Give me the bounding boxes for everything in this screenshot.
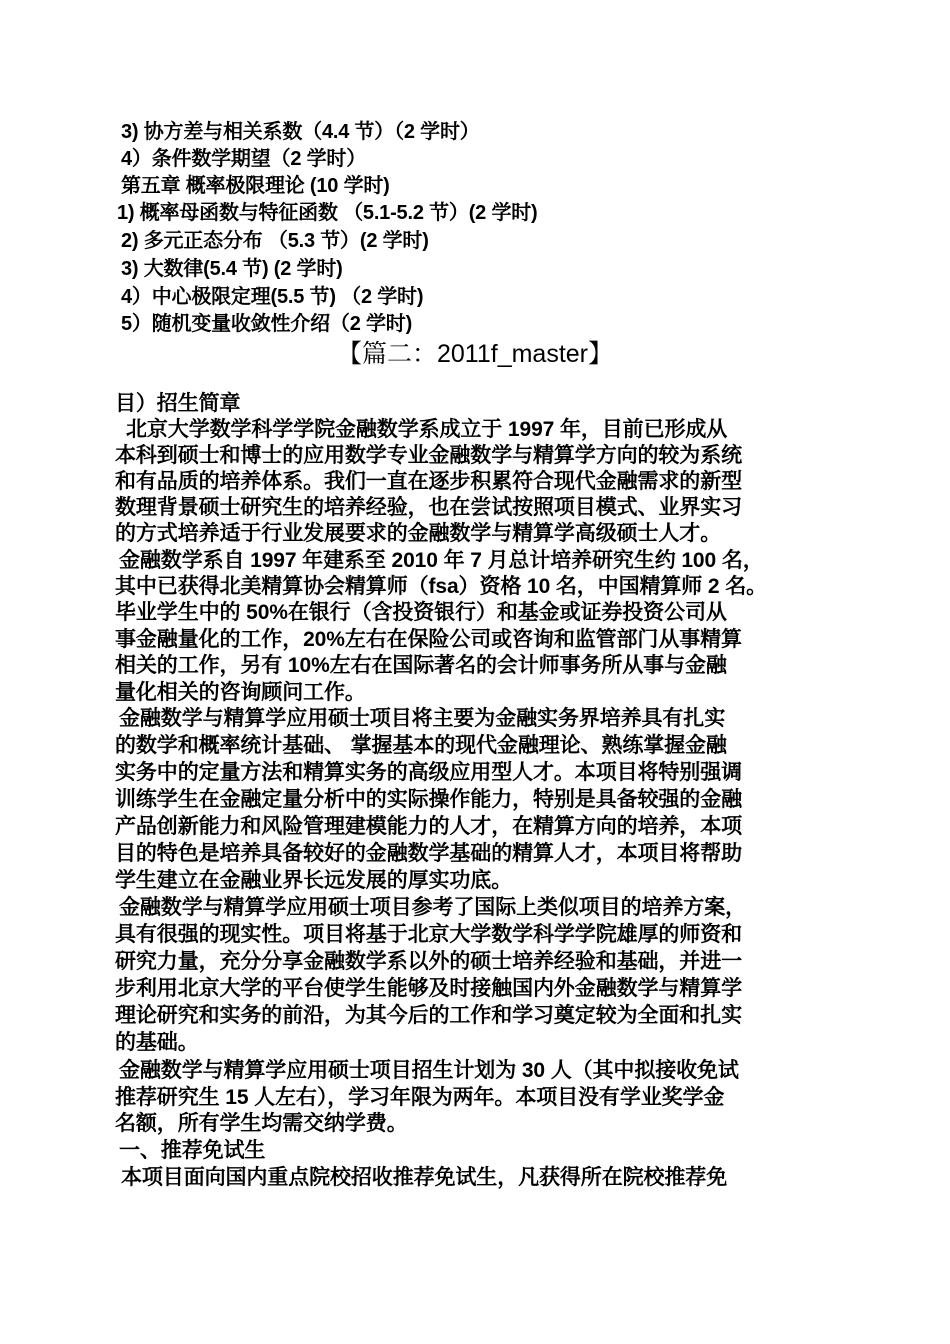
article-line: 本项目面向国内重点院校招收推荐免试生，凡获得所在院校推荐免: [121, 1166, 728, 1189]
article-line: 产品创新能力和风险管理建模能力的人才，在精算方向的培养，本项: [115, 815, 742, 838]
article-line: 其中已获得北美精算协会精算师（fsa）资格 10 名，中国精算师 2 名。: [115, 575, 768, 598]
article-line: 北京大学数学科学学院金融数学系成立于 1997 年，目前已形成从: [126, 418, 728, 441]
article-line: 事金融量化的工作，20%左右在保险公司或咨询和监管部门从事精算: [115, 628, 742, 651]
article-line: 金融数学与精算学应用硕士项目将主要为金融实务界培养具有扎实: [119, 707, 726, 730]
article-line: 的方式培养适于行业发展要求的金融数学与精算学高级硕士人才。: [115, 522, 722, 545]
section-title: 【篇二：2011f_master】: [336, 340, 613, 368]
article-line: 毕业学生中的 50%在银行（含投资银行）和基金或证券投资公司从: [115, 601, 727, 624]
article-line: 研究力量，充分分享金融数学系以外的硕士培养经验和基础，并进一: [115, 950, 742, 973]
article-line: 实务中的定量方法和精算实务的高级应用型人才。本项目将特别强调: [115, 761, 742, 784]
article-line: 的基础。: [115, 1031, 199, 1054]
article-line: 推荐研究生 15 人左右），学习年限为两年。本项目没有学业奖学金: [115, 1086, 725, 1109]
article-line: 目的特色是培养具备较好的金融数学基础的精算人才，本项目将帮助: [115, 842, 742, 865]
article-line: 的数学和概率统计基础、 掌握基本的现代金融理论、熟练掌握金融: [115, 734, 727, 757]
article-line: 训练学生在金融定量分析中的实际操作能力，特别是具备较强的金融: [115, 788, 742, 811]
chapter-heading: 第五章 概率极限理论 (10 学时): [121, 175, 390, 197]
article-line: 具有很强的现实性。项目将基于北京大学数学科学学院雄厚的师资和: [115, 923, 742, 946]
syllabus-item: 1) 概率母函数与特征函数 （5.1-5.2 节）(2 学时): [117, 202, 538, 224]
syllabus-item: 4）条件数学期望（2 学时）: [121, 148, 367, 170]
article-line: 学生建立在金融业界长远发展的厚实功底。: [115, 869, 513, 892]
article-line: 理论研究和实务的前沿，为其今后的工作和学习奠定较为全面和扎实: [115, 1004, 742, 1027]
article-line: 数理背景硕士研究生的培养经验，也在尝试按照项目模式、业界实习: [115, 496, 742, 519]
syllabus-item: 3) 协方差与相关系数（4.4 节）（2 学时）: [121, 121, 480, 143]
article-line: 步利用北京大学的平台使学生能够及时接触国内外金融数学与精算学: [115, 977, 742, 1000]
article-line: 金融数学系自 1997 年建系至 2010 年 7 月总计培养研究生约 100 名，: [119, 549, 764, 572]
article-line: 名额，所有学生均需交纳学费。: [115, 1112, 408, 1135]
article-heading: 目）招生简章: [115, 392, 241, 415]
article-line: 和有品质的培养体系。我们一直在逐步积累符合现代金融需求的新型: [115, 470, 742, 493]
syllabus-item: 2) 多元正态分布 （5.3 节）(2 学时): [121, 230, 429, 252]
article-line: 量化相关的咨询顾问工作。: [115, 681, 366, 704]
syllabus-item: 5）随机变量收敛性介绍（2 学时): [121, 313, 413, 335]
syllabus-item: 4）中心极限定理(5.5 节) （2 学时): [121, 286, 424, 308]
article-line: 相关的工作，另有 10%左右在国际著名的会计师事务所从事与金融: [115, 654, 727, 677]
subsection-heading: 一、推荐免试生: [119, 1139, 266, 1162]
syllabus-item: 3) 大数律(5.4 节) (2 学时): [121, 258, 343, 280]
article-line: 本科到硕士和博士的应用数学专业金融数学与精算学方向的较为系统: [115, 444, 742, 467]
article-line: 金融数学与精算学应用硕士项目招生计划为 30 人（其中拟接收免试: [119, 1059, 739, 1082]
article-line: 金融数学与精算学应用硕士项目参考了国际上类似项目的培养方案，: [119, 896, 746, 919]
